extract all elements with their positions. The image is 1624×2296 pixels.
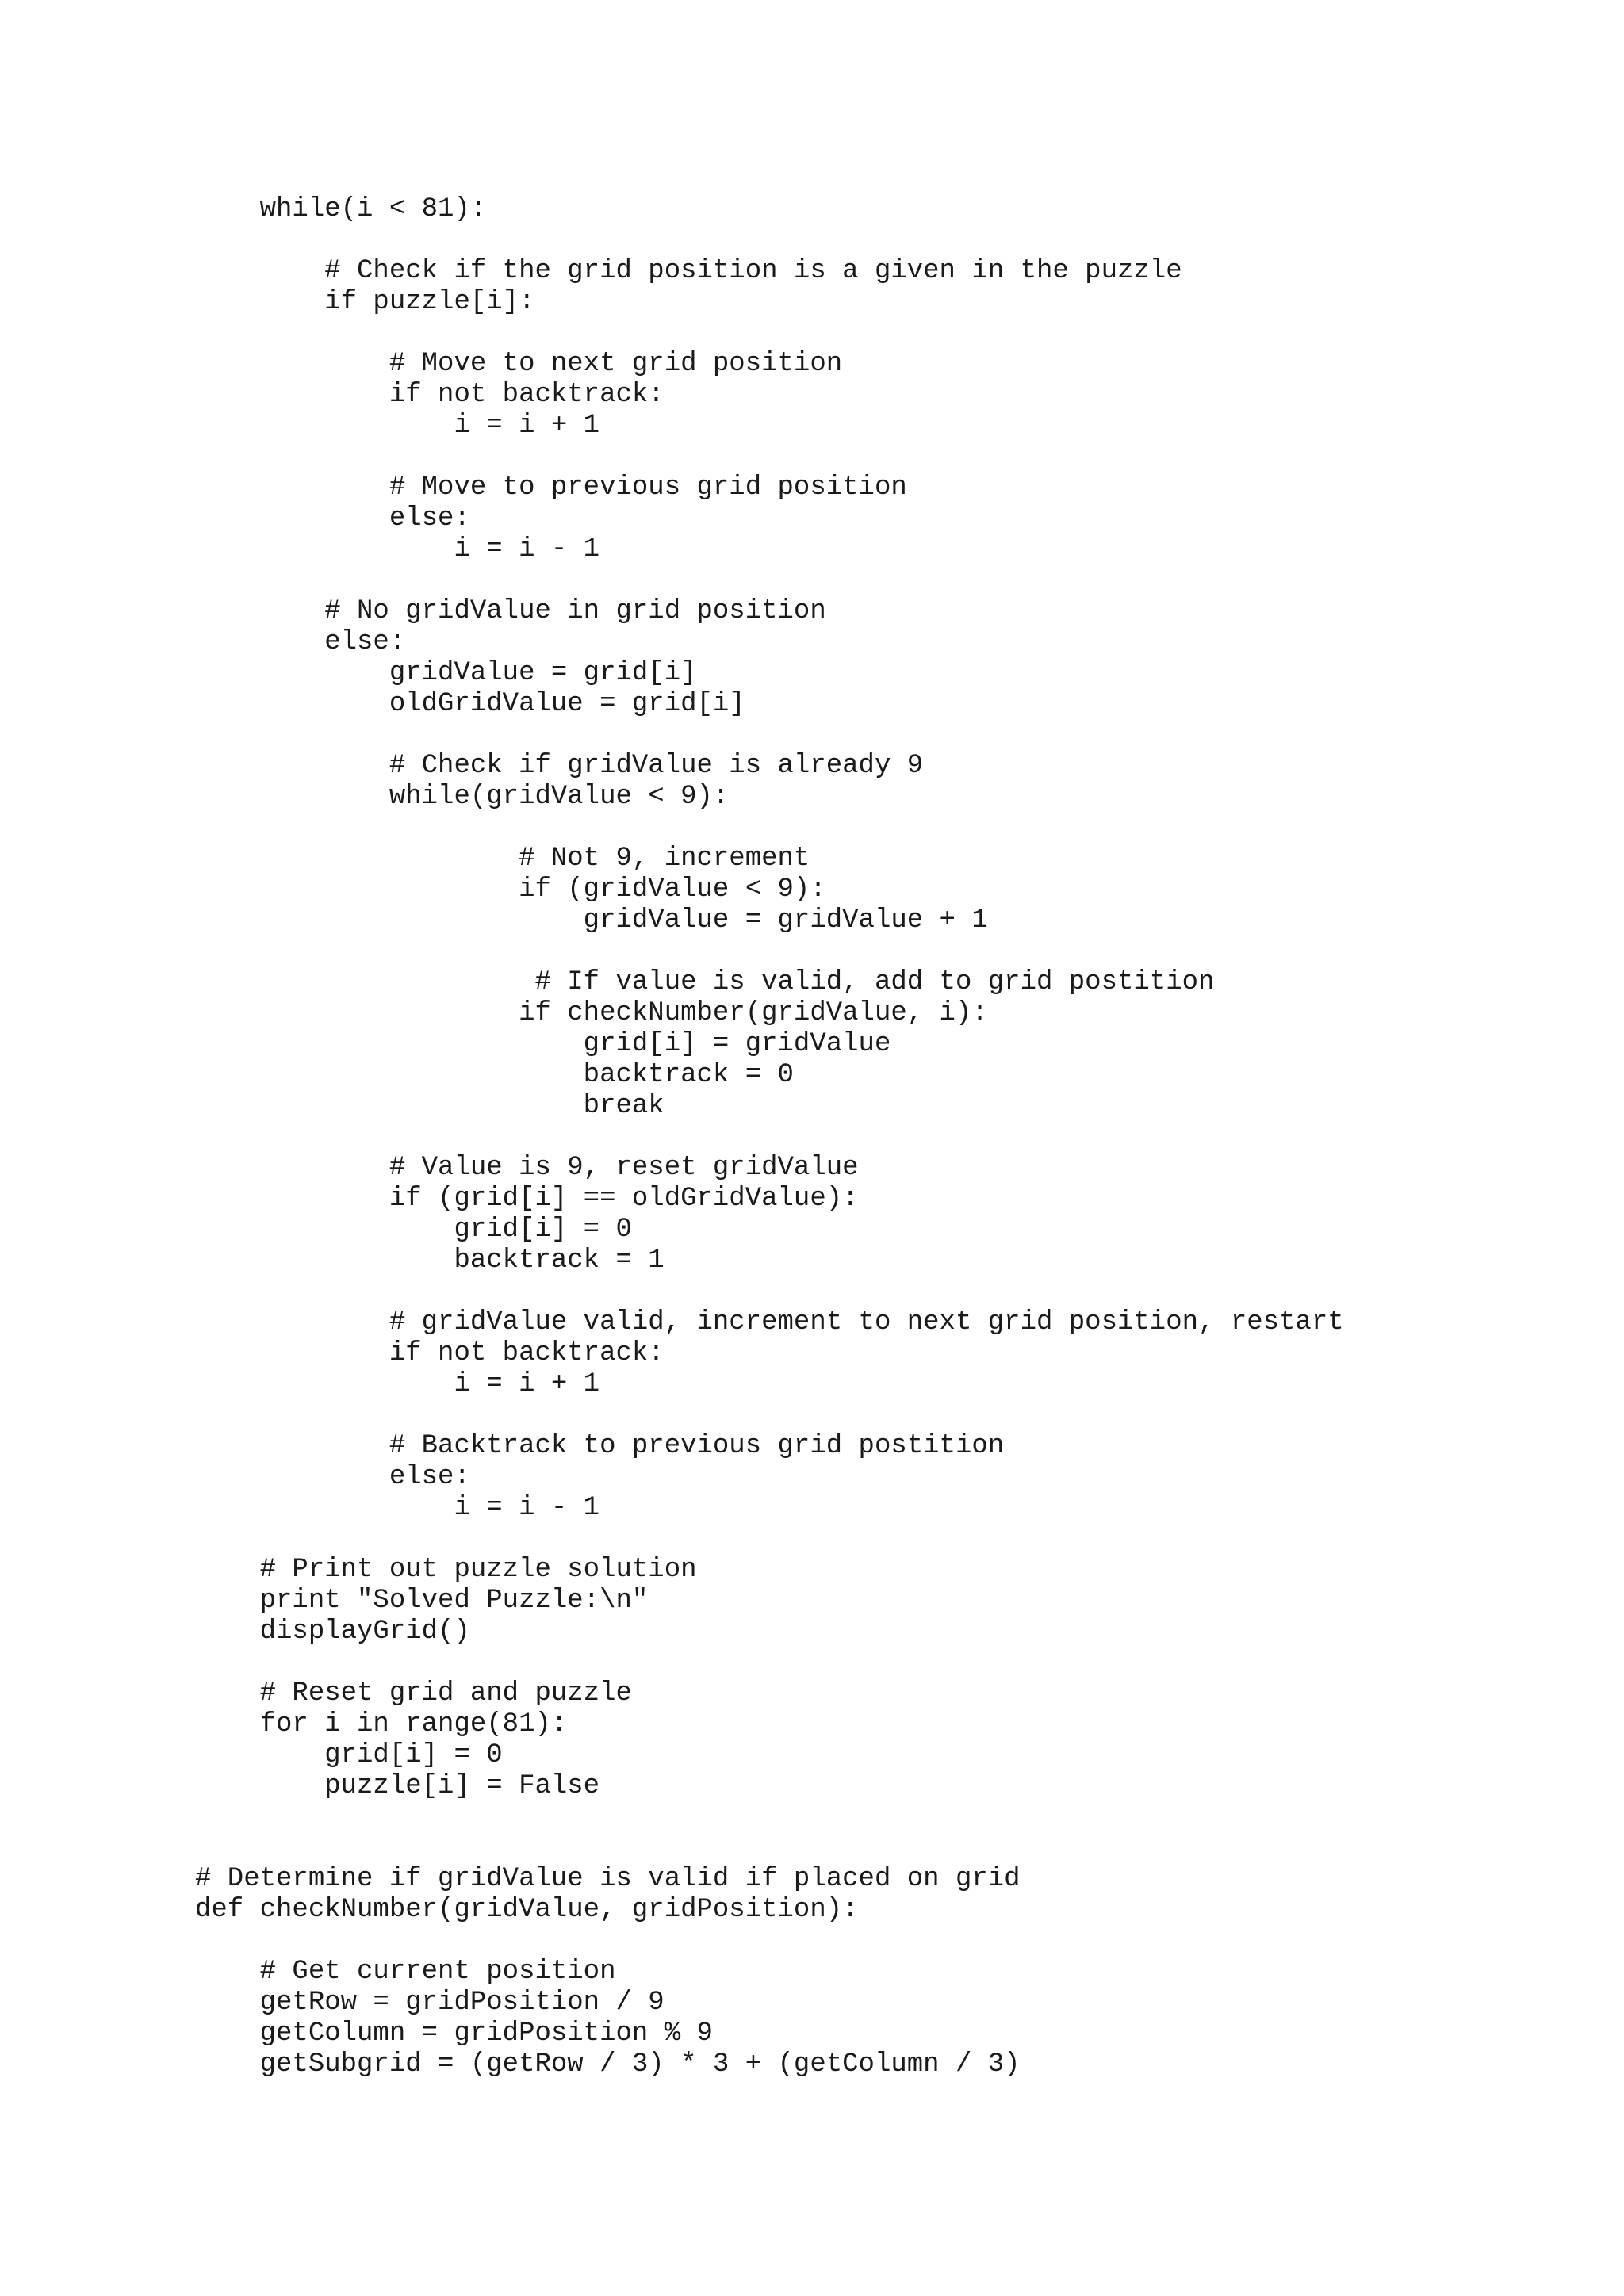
code-line: i = i + 1 <box>195 411 600 441</box>
code-line <box>195 1400 1344 1431</box>
code-line: if not backtrack: <box>195 380 665 410</box>
code-line <box>195 442 1344 473</box>
code-line: # Backtrack to previous grid postition <box>195 1431 1005 1461</box>
code-line: gridValue = gridValue + 1 <box>195 905 988 936</box>
code-line: # Check if gridValue is already 9 <box>195 751 924 781</box>
code-line: print "Solved Puzzle:\n" <box>195 1586 649 1616</box>
code-line: gridValue = grid[i] <box>195 658 697 688</box>
code-line <box>195 318 1344 349</box>
code-line <box>195 1276 1344 1307</box>
code-line <box>195 1802 1344 1833</box>
code-line: # Move to next grid position <box>195 349 843 379</box>
code-line: grid[i] = 0 <box>195 1740 503 1770</box>
code-line: while(gridValue < 9): <box>195 782 730 812</box>
code-line: # Not 9, increment <box>195 844 810 874</box>
code-line: # Value is 9, reset gridValue <box>195 1153 859 1183</box>
code-line: grid[i] = gridValue <box>195 1029 891 1059</box>
code-line: displayGrid() <box>195 1617 470 1647</box>
code-line <box>195 1122 1344 1153</box>
code-line: if (gridValue < 9): <box>195 874 826 905</box>
code-line: else: <box>195 503 470 534</box>
code-line: if (grid[i] == oldGridValue): <box>195 1184 859 1214</box>
code-line: getSubgrid = (getRow / 3) * 3 + (getColumn / 3) <box>195 2049 1021 2080</box>
code-line <box>195 813 1344 844</box>
code-line: # If value is valid, add to grid postition <box>195 967 1215 997</box>
code-line: grid[i] = 0 <box>195 1215 632 1245</box>
code-line: # Determine if gridValue is valid if placed on grid <box>195 1864 1021 1894</box>
code-line: oldGridValue = grid[i] <box>195 689 745 719</box>
code-line <box>195 225 1344 256</box>
code-line <box>195 720 1344 751</box>
code-line: if checkNumber(gridValue, i): <box>195 998 988 1028</box>
code-line: backtrack = 1 <box>195 1246 665 1276</box>
code-line: # Move to previous grid position <box>195 473 907 503</box>
code-line: while(i < 81): <box>195 194 487 224</box>
code-line: puzzle[i] = False <box>195 1771 600 1801</box>
code-line <box>195 1833 1344 1864</box>
code-line: i = i - 1 <box>195 534 600 564</box>
code-line: # Check if the grid position is a given in the puzzle <box>195 256 1182 286</box>
code-line: # Print out puzzle solution <box>195 1555 697 1585</box>
code-line <box>195 1524 1344 1555</box>
code-line <box>195 1647 1344 1678</box>
code-line: # No gridValue in grid position <box>195 596 826 626</box>
code-line: # Reset grid and puzzle <box>195 1678 632 1709</box>
code-line: getRow = gridPosition / 9 <box>195 1988 665 2018</box>
code-line: def checkNumber(gridValue, gridPosition): <box>195 1895 859 1925</box>
code-line: getColumn = gridPosition % 9 <box>195 2019 713 2049</box>
code-line: if not backtrack: <box>195 1338 665 1368</box>
code-line: for i in range(81): <box>195 1709 568 1739</box>
code-line: # gridValue valid, increment to next grid position, restart <box>195 1307 1344 1337</box>
code-line: if puzzle[i]: <box>195 287 535 317</box>
code-line <box>195 565 1344 596</box>
code-line <box>195 1926 1344 1957</box>
code-line: backtrack = 0 <box>195 1060 794 1090</box>
code-block <box>195 194 1344 2080</box>
code-line: i = i - 1 <box>195 1493 600 1523</box>
code-line: else: <box>195 627 406 657</box>
code-line <box>195 936 1344 967</box>
code-line: break <box>195 1091 665 1121</box>
code-line: # Get current position <box>195 1957 616 1987</box>
code-line: else: <box>195 1462 470 1492</box>
code-line: i = i + 1 <box>195 1369 600 1399</box>
